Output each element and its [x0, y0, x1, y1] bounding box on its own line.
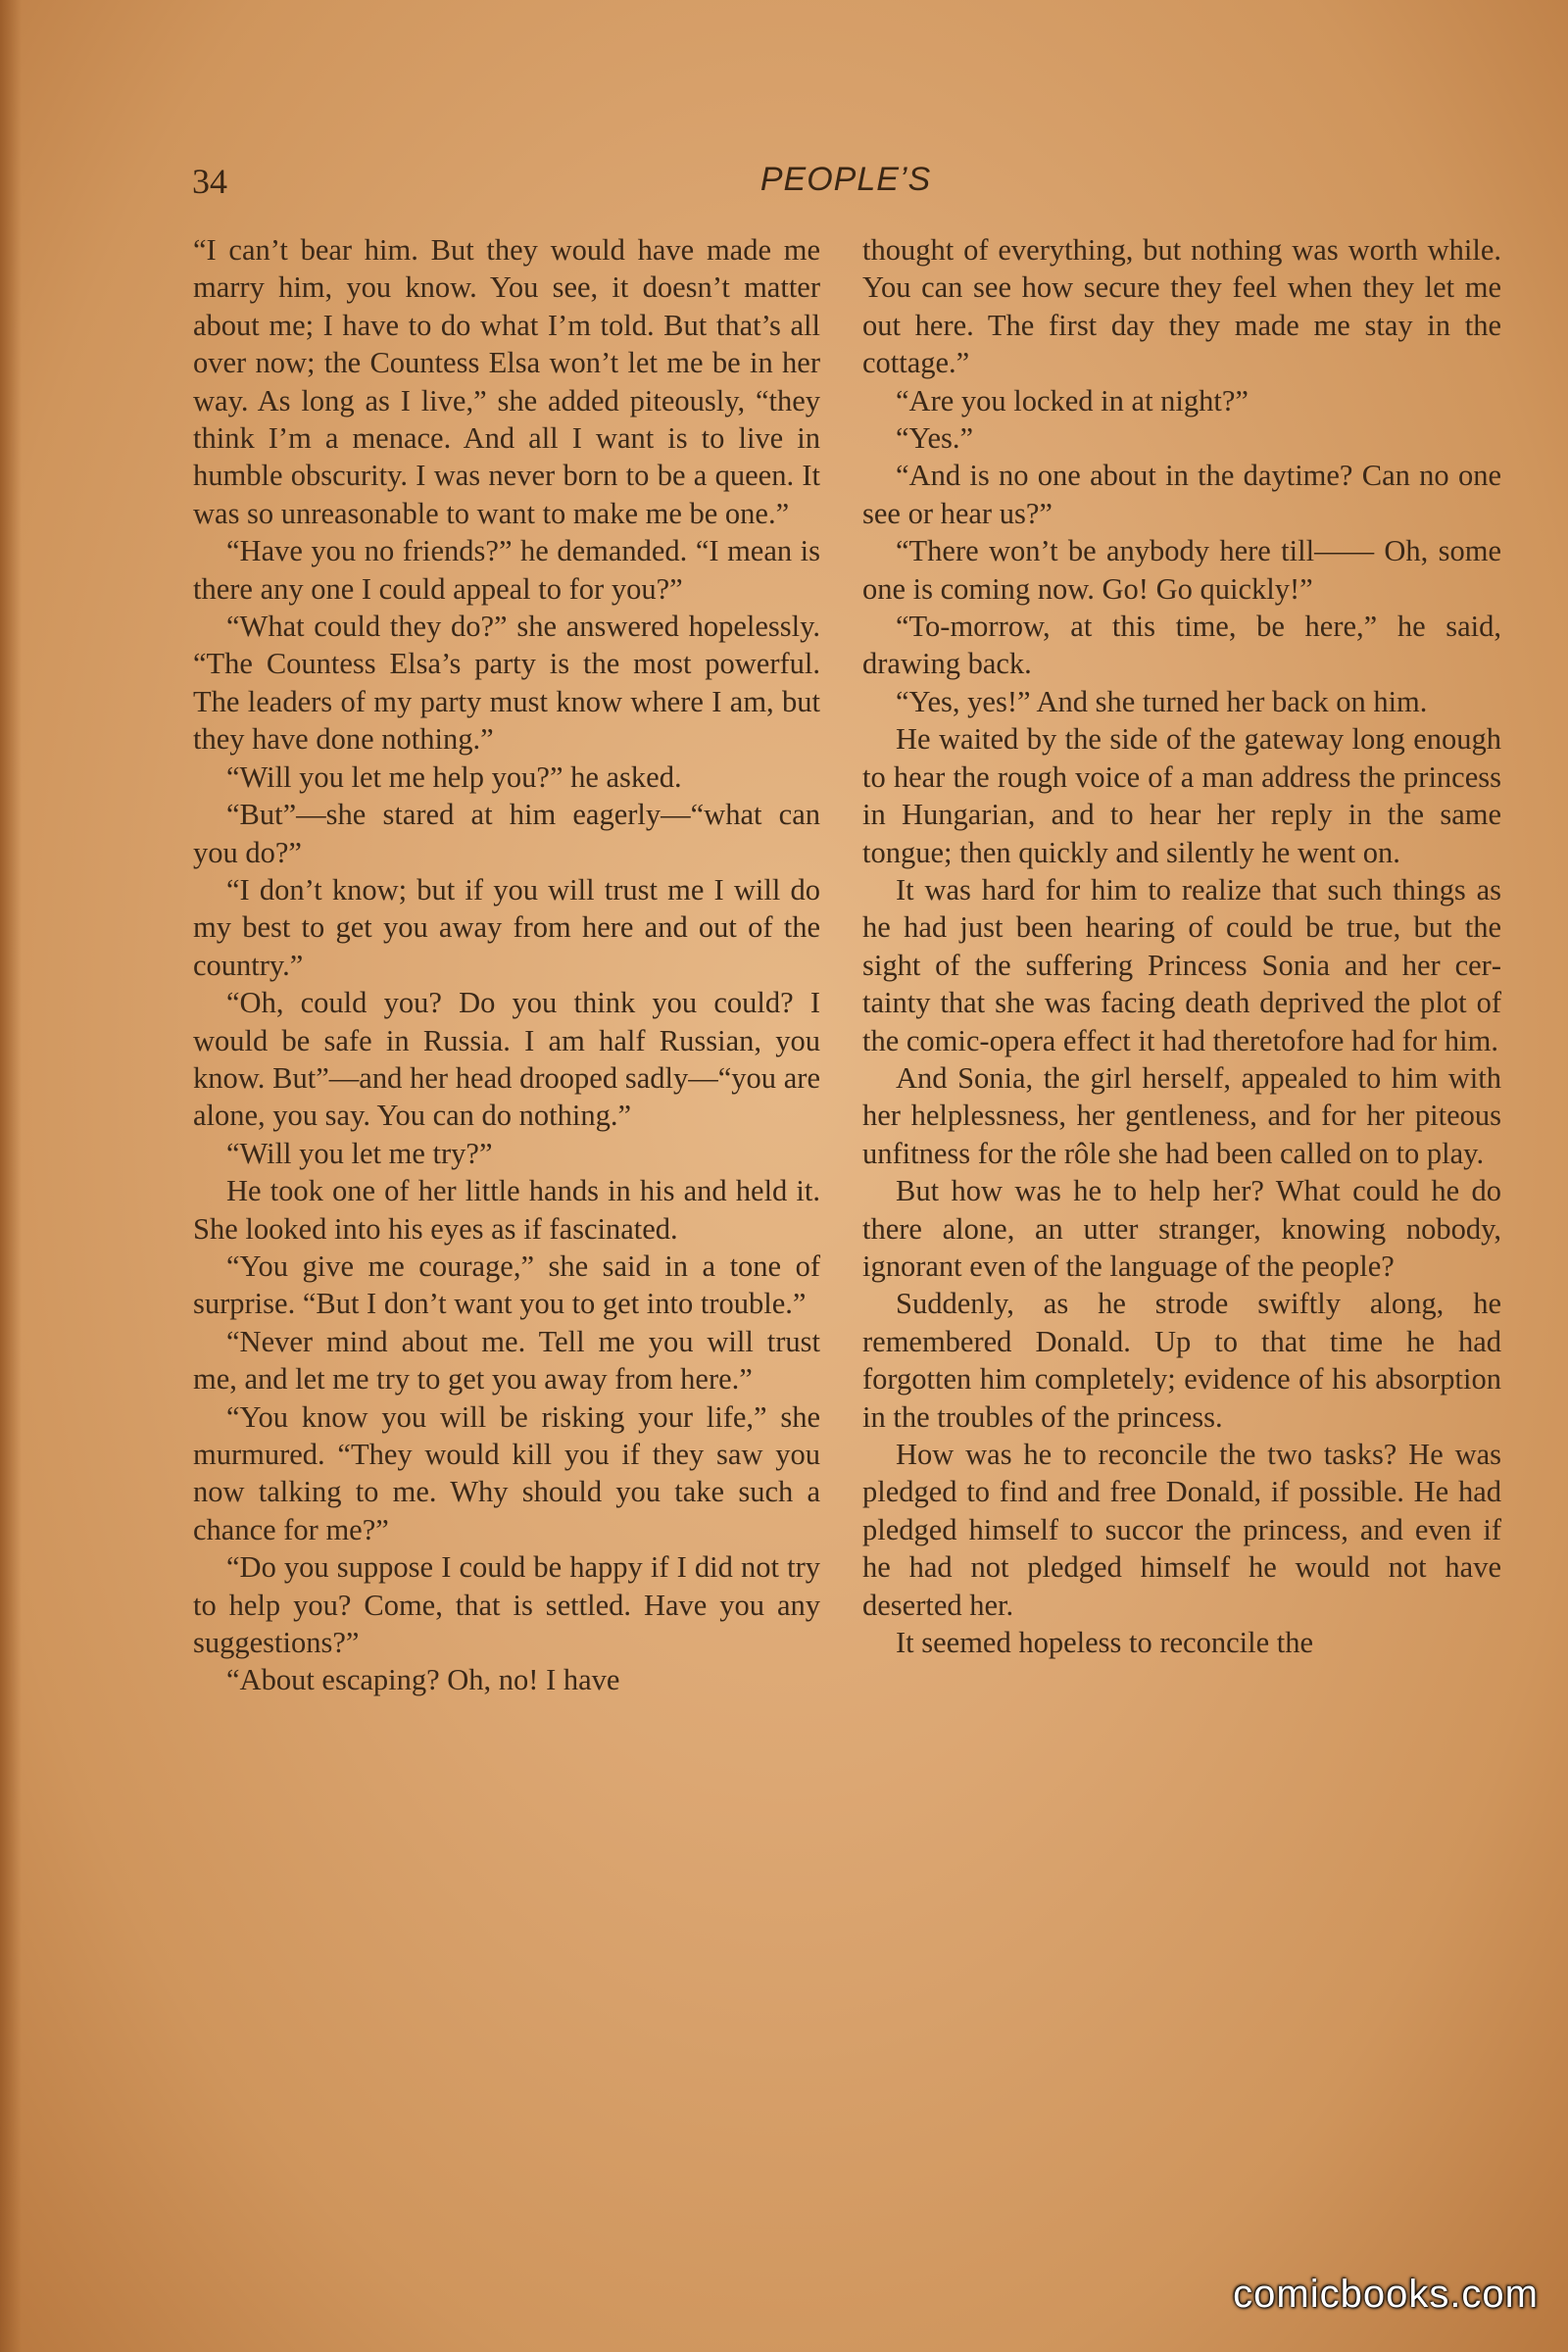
paragraph: He waited by the side of the gateway long enough to hear the rough voice of a man address the princess in Hungarian, and to hear her reply in the same tongue; then quickly and silently he went on. — [862, 722, 1501, 869]
paragraph: “Are you locked in at night?” — [896, 383, 1249, 417]
paragraph: It seemed hopeless to reconcile the — [896, 1626, 1313, 1660]
paragraph: Suddenly, as he strode swiftly along, he remembered Donald. Up to that time he had forgotten him completely; evidence of his absorption in the troubles of the princess. — [862, 1287, 1501, 1434]
paragraph: “Do you suppose I could be happy if I did not try to help you? Come, that is settled. Have you any suggestions?” — [193, 1550, 820, 1660]
paragraph: “What could they do?” she answered hopelessly. “The Countess Elsa’s party is the most powerful. The leaders of my party must know where I am, but they have done nothing.” — [193, 610, 820, 757]
paragraph: And Sonia, the girl herself, appealed to him with her helplessness, her gentleness, and for her piteous unfitness for the rôle she had been called on to play. — [862, 1060, 1501, 1170]
left-column — [193, 231, 820, 1699]
paragraph: “I don’t know; but if you will trust me I will do my best to get you away from here and out of the country.” — [193, 872, 820, 982]
paragraph: “You give me courage,” she said in a tone of surprise. “But I don’t want you to get into trouble.” — [193, 1249, 820, 1321]
paragraph: “Yes, yes!” And she turned her back on him. — [896, 684, 1428, 718]
paragraph: “There won’t be anybody here till—— Oh, some one is coming now. Go! Go quickly!” — [862, 534, 1501, 606]
paragraph: “Will you let me try?” — [226, 1136, 493, 1170]
paragraph: “Oh, could you? Do you think you could? I would be safe in Russia. I am half Russian, you know. But”—and her head drooped sadly—“you are alone, you say. You can do nothing.” — [193, 986, 820, 1133]
running-head: PEOPLE’S — [760, 161, 932, 198]
page-number: 34 — [192, 162, 227, 201]
paragraph: “About escaping? Oh, no! I have — [226, 1663, 620, 1697]
right-column — [862, 231, 1501, 1661]
paragraph: “Have you no friends?” he demanded. “I mean is there any one I could appeal to for you?” — [193, 534, 820, 606]
watermark: comicbooks.com — [1233, 2273, 1539, 2316]
page-header — [192, 161, 1499, 210]
paragraph: “But”—she stared at him eagerly—“what can you do?” — [193, 798, 820, 869]
paragraph: “Never mind about me. Tell me you will trust me, and let me try to get you away from here.” — [193, 1324, 820, 1396]
paragraph: He took one of her little hands in his and held it. She looked into his eyes as if fascinated. — [193, 1174, 820, 1246]
paragraph: How was he to reconcile the two tasks? He was pledged to find and free Donald, if possible. He had pledged himself to succor the princess, and even if he had not pledged himself he would not have deserted her. — [862, 1438, 1501, 1622]
paragraph: “To-morrow, at this time, be here,” he said, drawing back. — [862, 610, 1501, 681]
paragraph: “Yes.” — [896, 421, 974, 456]
paragraph: “Will you let me help you?” he asked. — [226, 760, 682, 794]
paragraph: “You know you will be risking your life,” she murmured. “They would kill you if they saw you now talking to me. Why should you take such a chance for me?” — [193, 1399, 820, 1546]
paragraph: “I can’t bear him. But they would have made me marry him, you know. You see, it doesn’t matter about me; I have to do what I’m told. But that’s all over now; the Countess Elsa won’t let me be in her way. As long as I live,” she added piteously, “they think I’m a menace. And all I want is to live in humble obscurity. I was never born to be a queen. It was so unreasonable to want to make me be one.” — [193, 233, 820, 530]
paragraph: “And is no one about in the daytime? Can no one see or hear us?” — [862, 459, 1501, 530]
paragraph: It was hard for him to realize that such things as he had just been hearing of could be true, but the sight of the suffering Princess Sonia and her certainty that she was facing death deprived the plot of the comic-opera effect it had theretofore had for him. — [862, 872, 1501, 1057]
paragraph: thought of everything, but nothing was worth while. You can see how secure they feel when they let me out here. The first day they made me stay in the cottage.” — [862, 233, 1501, 380]
paragraph: But how was he to help her? What could he do there alone, an utter stranger, knowing nobody, ignorant even of the language of the people? — [862, 1174, 1501, 1283]
